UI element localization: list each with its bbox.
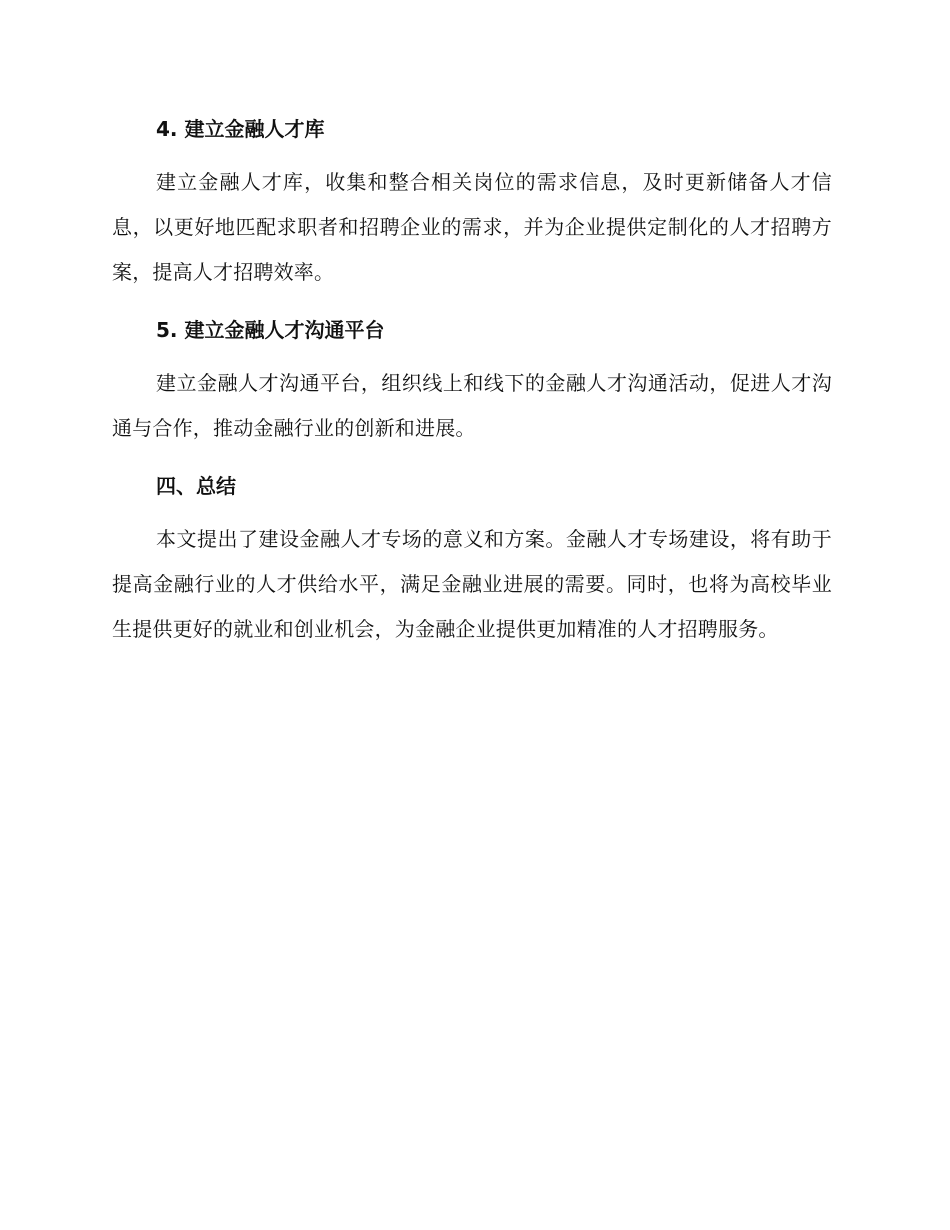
spacer — [112, 295, 832, 307]
spacer — [112, 152, 832, 160]
section-paragraph-talent-pool: 建立金融人才库，收集和整合相关岗位的需求信息，及时更新储备人才信息，以更好地匹配求职者和招聘企业的需求，并为企业提供定制化的人才招聘方案，提高人才招聘效率。 — [112, 170, 832, 284]
section-heading-talent-pool: 4. 建立金融人才库 — [156, 117, 325, 141]
section-paragraph-summary: 本文提出了建设金融人才专场的意义和方案。金融人才专场建设，将有助于提高金融行业的人才供给水平，满足金融业进展的需要。同时，也将为高校毕业生提供更好的就业和创业机会，为金融企业提供更加精准的人才招聘服务。 — [112, 527, 832, 641]
spacer — [112, 353, 832, 361]
document-body — [112, 106, 832, 652]
section-heading-summary: 四、总结 — [156, 474, 236, 498]
section-paragraph-communication-platform: 建立金融人才沟通平台，组织线上和线下的金融人才沟通活动，促进人才沟通与合作，推动金融行业的创新和进展。 — [112, 371, 832, 440]
section-heading-communication-platform: 5. 建立金融人才沟通平台 — [156, 318, 385, 342]
spacer — [112, 509, 832, 517]
spacer — [112, 451, 832, 463]
